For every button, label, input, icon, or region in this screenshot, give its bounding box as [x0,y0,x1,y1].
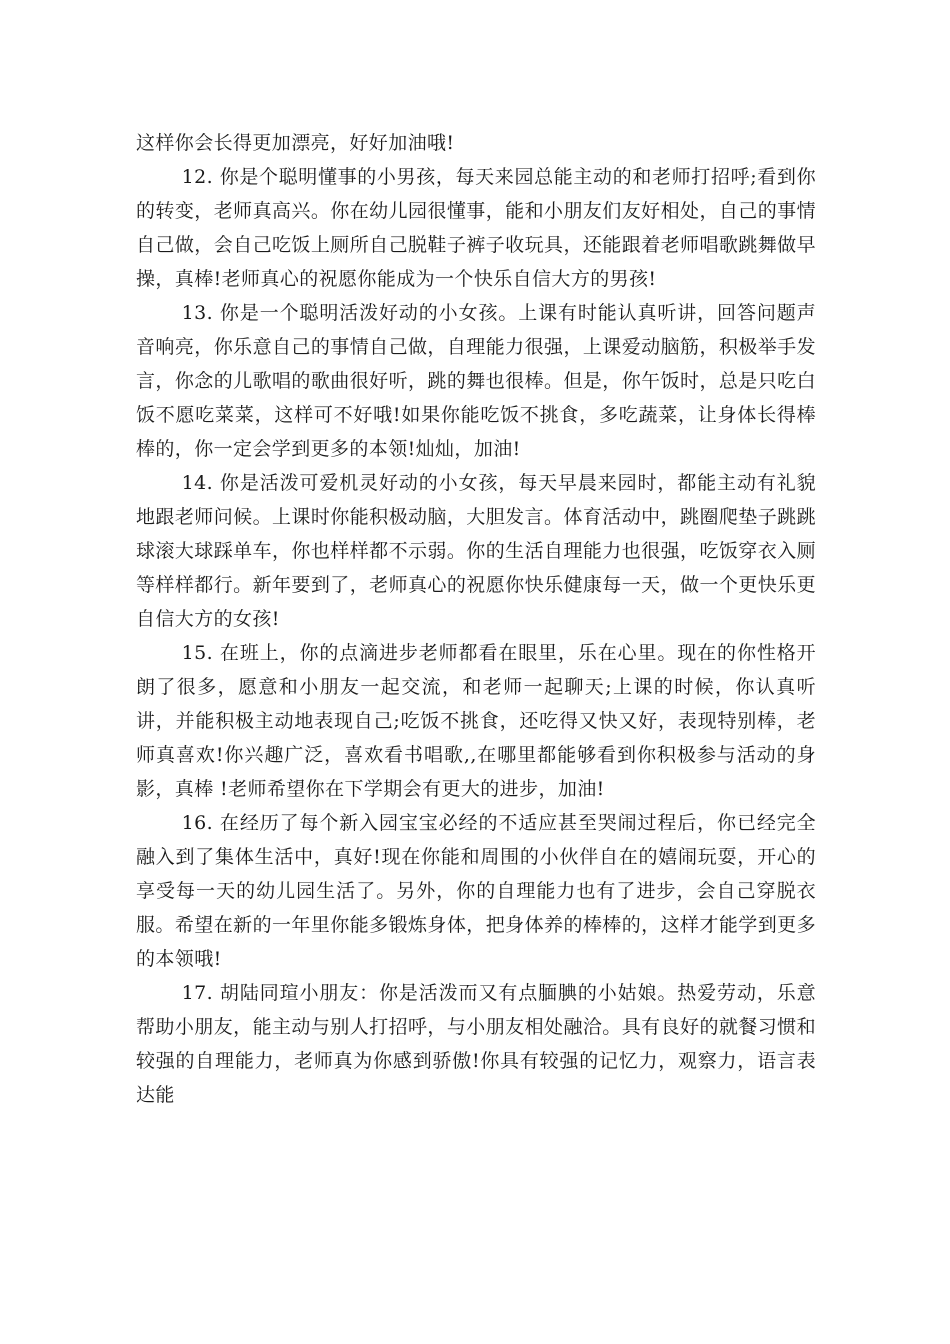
paragraph-item-16: 16. 在经历了每个新入园宝宝必经的不适应甚至哭闹过程后，你已经完全融入到了集体生活中，真好!现在你能和周围的小伙伴自在的嬉闹玩耍，开心的享受每一天的幼儿园生活了。另外，你的自理能力也有了进步，会自己穿脱衣服。希望在新的一年里你能多锻炼身体，把身体养的棒棒的，这样才能学到更多的本领哦! [136,812,816,970]
paragraph-item-12: 12. 你是个聪明懂事的小男孩，每天来园总能主动的和老师打招呼;看到你的转变，老师真高兴。你在幼儿园很懂事，能和小朋友们友好相处，自己的事情自己做，会自己吃饭上厕所自己脱鞋子裤子收玩具，还能跟着老师唱歌跳舞做早操，真棒!老师真心的祝愿你能成为一个快乐自信大方的男孩! [136,166,816,290]
paragraph-item-14: 14. 你是活泼可爱机灵好动的小女孩，每天早晨来园时，都能主动有礼貌地跟老师问候。上课时你能积极动脑，大胆发言。体育活动中，跳圈爬垫子跳跳球滚大球踩单车，你也样样都不示弱。你的生活自理能力也很强，吃饭穿衣入厕等样样都行。新年要到了，老师真心的祝愿你快乐健康每一天，做一个更快乐更自信大方的女孩! [136,472,816,630]
paragraph-continuation: 这样你会长得更加漂亮，好好加油哦! [136,132,455,154]
paragraph-item-13: 13. 你是一个聪明活泼好动的小女孩。上课有时能认真听讲，回答问题声音响亮，你乐意自己的事情自己做，自理能力很强，上课爱动脑筋，积极举手发言，你念的儿歌唱的歌曲很好听，跳的舞也很棒。但是，你午饭时，总是只吃白饭不愿吃菜菜，这样可不好哦!如果你能吃饭不挑食，多吃蔬菜，让身体长得棒棒的，你一定会学到更多的本领!灿灿，加油! [136,302,816,460]
paragraph-item-17: 17. 胡陆同瑄小朋友：你是活泼而又有点腼腆的小姑娘。热爱劳动，乐意帮助小朋友，能主动与别人打招呼，与小朋友相处融洽。具有良好的就餐习惯和较强的自理能力，老师真为你感到骄傲!你具有较强的记忆力，观察力，语言表达能 [136,982,816,1106]
document-body [136,126,816,1112]
paragraph-item-15: 15. 在班上，你的点滴进步老师都看在眼里，乐在心里。现在的你性格开朗了很多，愿意和小朋友一起交流，和老师一起聊天;上课的时候，你认真听讲，并能积极主动地表现自己;吃饭不挑食，还吃得又快又好，表现特别棒，老师真喜欢!你兴趣广泛，喜欢看书唱歌,,在哪里都能够看到你积极参与活动的身影，真棒 !老师希望你在下学期会有更大的进步，加油! [136,642,816,800]
